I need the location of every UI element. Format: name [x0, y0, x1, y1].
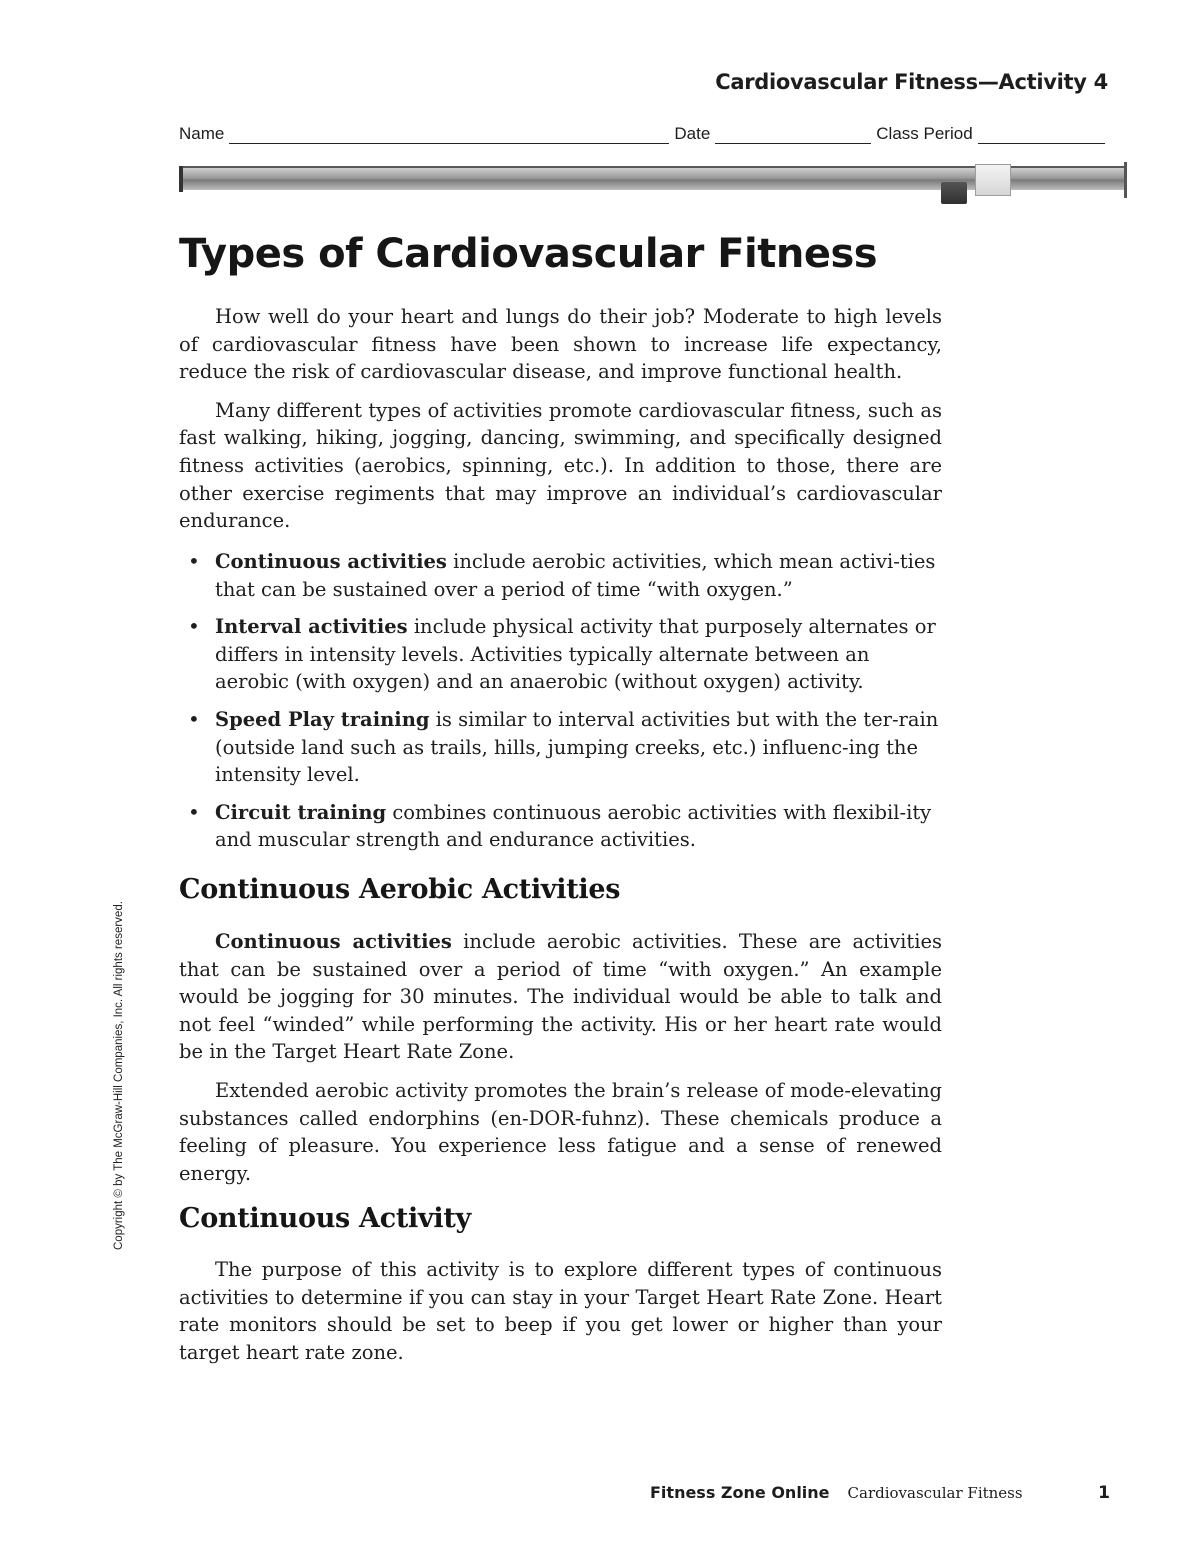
copyright-notice: Copyright © by The McGraw-Hill Companies, Inc. All rights reserved. [113, 901, 125, 1250]
running-title: Cardiovascular Fitness—Activity 4 [715, 70, 1108, 94]
date-field[interactable] [715, 125, 871, 144]
header-bar-endcap [179, 166, 183, 192]
name-date-period-row [179, 124, 1105, 144]
section-2-paragraph-1: The purpose of this activity is to explore different types of continuous activities to determine if you can stay in your Target Heart Rate Zone. Heart rate monitors should be set to beep if you get lower or higher than your target heart rate zone. [179, 1258, 942, 1364]
paragraph-term: Continuous activities [215, 930, 452, 953]
page-number: 1 [1098, 1483, 1110, 1503]
decorative-header-bar [179, 166, 1127, 194]
list-item [188, 613, 942, 696]
section-heading-continuous-activity: Continuous Activity [179, 1203, 471, 1234]
bullet-term: Speed Play training [215, 707, 430, 731]
bullet-text: include physical activity that purposely alternates or differs in intensity levels. Activities typically alternate between an aerobic (with oxygen) and an anaerobic (without oxygen) activity. [215, 615, 936, 694]
date-label: Date [674, 124, 711, 143]
paragraph-text: include aerobic activities. These are activities that can be sustained over a period of time “with oxygen.” An example would be jogging for 30 minutes. The individual would be able to talk and not feel “winded” while performing the activity. His or her heart rate would be in the Target Heart Rate Zone. [179, 930, 942, 1064]
bullet-icon: • [188, 799, 200, 824]
class-period-field[interactable] [978, 125, 1105, 144]
intro-text [179, 303, 942, 535]
bullet-icon: • [188, 706, 200, 731]
bullet-text: is similar to interval activities but with the ter-rain (outside land such as trails, hills, jumping creeks, etc.) influenc-ing the intensity level. [215, 707, 939, 787]
bullet-text: combines continuous aerobic activities with flexibil-ity and muscular strength and endurance activities. [215, 800, 932, 852]
name-label: Name [179, 124, 225, 143]
bullet-term: Circuit training [215, 800, 387, 824]
bullet-icon: • [188, 614, 200, 639]
footer-series-title: Fitness Zone Online [650, 1483, 830, 1502]
bullet-term: Interval activities [215, 615, 408, 639]
list-item [188, 799, 942, 854]
section-1-paragraph-1 [179, 928, 942, 1066]
bullet-term: Continuous activities [215, 550, 447, 573]
section-1-text [179, 928, 942, 1187]
class-period-label: Class Period [876, 124, 973, 143]
footer-unit-title: Cardiovascular Fitness [847, 1484, 1023, 1502]
section-1-paragraph-2: Extended aerobic activity promotes the brain’s release of mode-elevating substances called endorphins (en-DOR-fuhnz). These chemicals produce a feeling of pleasure. You experience less fatigue and a sense of renewed energy. [179, 1078, 942, 1185]
intro-paragraph-1: How well do your heart and lungs do their job? Moderate to high levels of cardiovascular fitness have been shown to increase life expectancy, reduce the risk of cardiovascular disease, and improve functional health. [179, 305, 942, 384]
section-2-text [179, 1256, 942, 1366]
header-bar-right-end [1124, 162, 1127, 198]
header-bar-dark-tab [941, 182, 967, 204]
header-bar-light-tab [975, 164, 1011, 196]
list-item [188, 548, 942, 603]
page-footer [650, 1483, 1110, 1503]
bullet-icon: • [188, 549, 200, 573]
intro-paragraph-2: Many different types of activities promote cardiovascular fitness, such as fast walking, hiking, jogging, dancing, swimming, and specifically designed fitness activities (aerobics, spinning, etc.). In addition to those, there are other exercise regiments that may improve an individual’s cardiovascular endurance. [179, 398, 942, 533]
name-field[interactable] [229, 125, 669, 144]
page-title: Types of Cardiovascular Fitness [179, 231, 878, 277]
activity-types-list [188, 548, 942, 864]
bullet-text: include aerobic activities, which mean activi-ties that can be sustained over a period of time “with oxygen.” [215, 550, 936, 601]
section-heading-continuous-aerobic: Continuous Aerobic Activities [179, 874, 621, 905]
list-item [188, 706, 942, 789]
